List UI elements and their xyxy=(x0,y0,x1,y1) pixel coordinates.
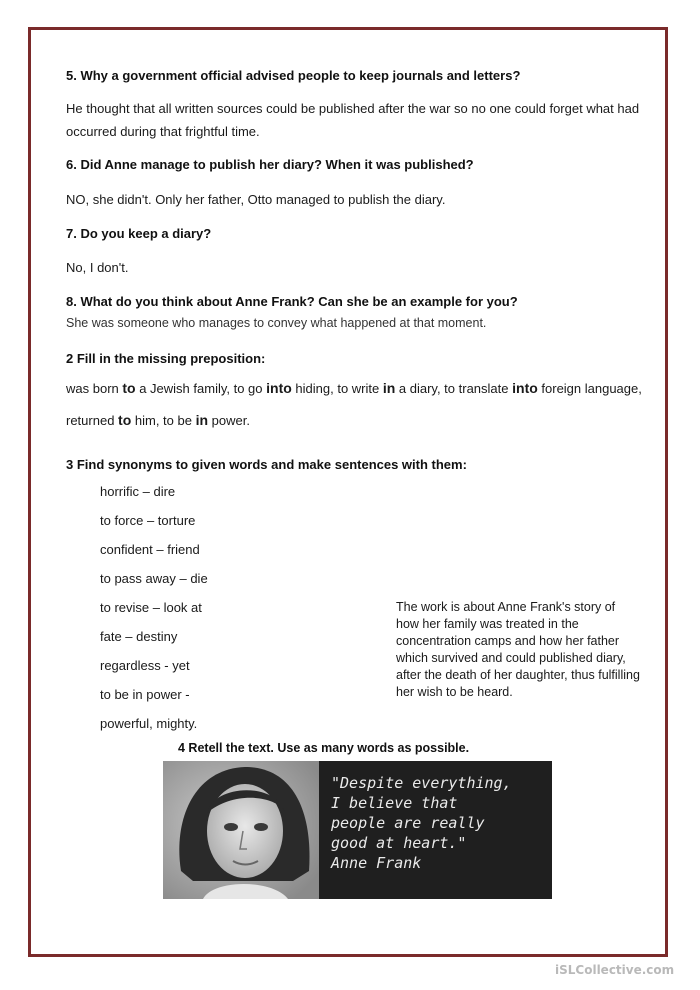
quote-line: "Despite everything, xyxy=(331,774,512,792)
preposition-answer: into xyxy=(512,380,538,396)
synonym-item: to be in power - xyxy=(100,687,190,702)
question-5: 5. Why a government official advised people to keep journals and letters? xyxy=(66,68,521,83)
task-2-line-1 xyxy=(66,380,642,396)
summary-line: how her family was treated in the xyxy=(396,617,579,631)
quote-line: I believe that xyxy=(331,794,458,812)
question-8: 8. What do you think about Anne Frank? Can she be an example for you? xyxy=(66,294,518,309)
quote-line: people are really xyxy=(331,814,485,832)
task-4-title: 4 Retell the text. Use as many words as possible. xyxy=(178,741,470,755)
synonym-item: regardless - yet xyxy=(100,658,190,673)
summary-line: her wish to be heard. xyxy=(396,685,513,699)
question-6-text: . Did Anne manage to publish her diary? When it was published? xyxy=(73,157,474,172)
question-7-number: 7 xyxy=(66,226,74,241)
answer-6: NO, she didn't. Only her father, Otto managed to publish the diary. xyxy=(66,192,446,207)
summary-line: concentration camps and how her father xyxy=(396,634,620,648)
sentence-fragment: a Jewish family, to go xyxy=(135,381,267,396)
preposition-answer: to xyxy=(118,412,132,428)
watermark: iSLCollective.com xyxy=(555,963,675,977)
preposition-answer: in xyxy=(382,380,396,396)
portrait-image xyxy=(163,761,319,899)
question-7 xyxy=(66,226,211,241)
quote-line: good at heart." xyxy=(331,834,467,852)
task-3-title: 3 Find synonyms to given words and make sentences with them: xyxy=(66,457,467,472)
task-2-line-2 xyxy=(66,412,250,428)
sentence-fragment: foreign language, xyxy=(537,381,642,396)
question-6-number: 6 xyxy=(66,157,74,172)
task-2-title: 2 Fill in the missing preposition: xyxy=(66,351,266,366)
answer-7: No, I don't. xyxy=(66,260,129,275)
synonym-item: horrific – dire xyxy=(100,484,176,499)
question-6 xyxy=(66,157,474,172)
sentence-fragment: him, to be xyxy=(131,413,196,428)
answer-8: She was someone who manages to convey what happened at that moment. xyxy=(66,316,487,330)
sentence-fragment: power. xyxy=(208,413,250,428)
quote-text xyxy=(331,773,546,873)
synonym-item: to pass away – die xyxy=(100,571,208,586)
summary-line: The work is about Anne Frank's story of xyxy=(396,600,616,614)
sentence-fragment: was born xyxy=(66,381,123,396)
preposition-answer: into xyxy=(266,380,292,396)
answer-5-line-2: occurred during that frightful time. xyxy=(66,124,260,139)
preposition-answer: in xyxy=(195,412,209,428)
question-7-text: . Do you keep a diary? xyxy=(73,226,212,241)
synonym-item: to revise – look at xyxy=(100,600,202,615)
synonym-item: confident – friend xyxy=(100,542,200,557)
synonym-item: fate – destiny xyxy=(100,629,178,644)
summary-textbox xyxy=(396,599,658,701)
summary-line: after the death of her daughter, thus fulfilling xyxy=(396,668,640,682)
quote-author: Anne Frank xyxy=(331,854,422,872)
anne-frank-quote-image xyxy=(163,761,552,899)
sentence-fragment: returned xyxy=(66,413,119,428)
preposition-answer: to xyxy=(122,380,136,396)
sentence-fragment: hiding, to write xyxy=(291,381,383,396)
summary-line: which survived and could published diary, xyxy=(396,651,626,665)
synonym-item: to force – torture xyxy=(100,513,196,528)
sentence-fragment: a diary, to translate xyxy=(395,381,513,396)
answer-5-line-1: He thought that all written sources could be published after the war so no one could forget what had xyxy=(66,101,640,116)
synonym-item: powerful, mighty. xyxy=(100,716,198,731)
